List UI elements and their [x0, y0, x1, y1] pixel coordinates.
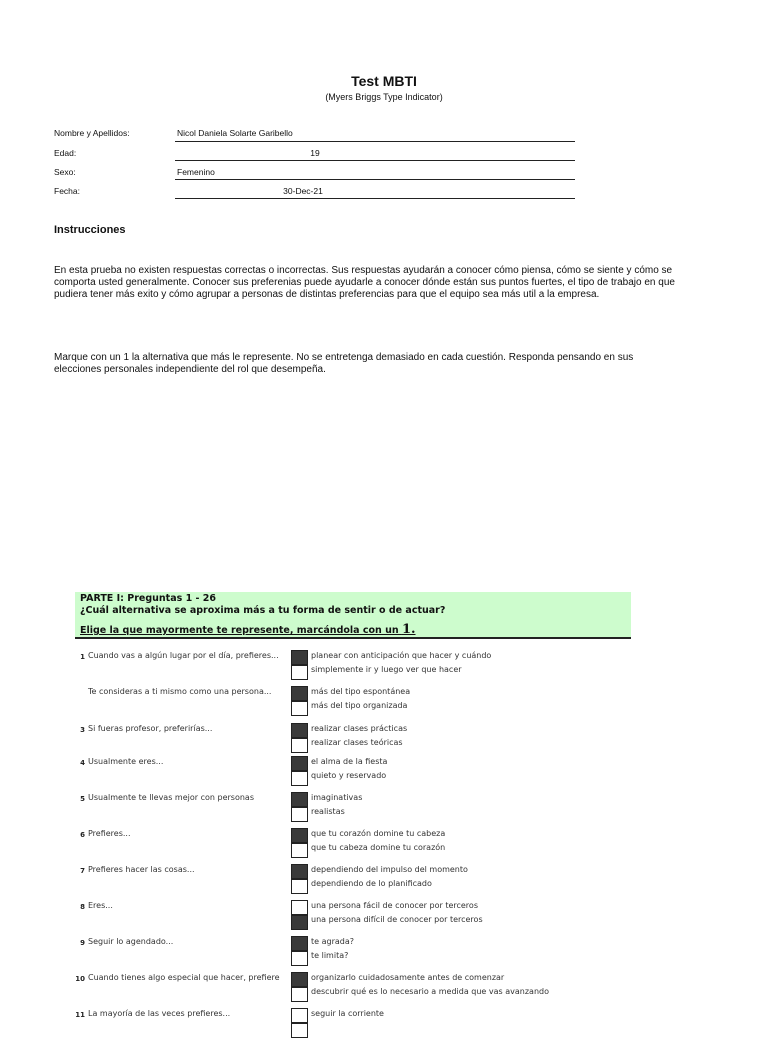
answer-b-checkbox[interactable] — [291, 915, 308, 930]
answer-b-label: una persona difícil de conocer por terceros — [311, 915, 483, 924]
question-row — [75, 650, 635, 686]
question-row — [75, 756, 635, 792]
answer-a-label: realizar clases prácticas — [311, 724, 408, 733]
instructions-paragraph-2: Marque con un 1 la alternativa que más le represente. No se entretenga demasiado en cada cuestión. Responda pensando en sus elecciones personales independiente del rol que desempeña. — [54, 352, 634, 375]
answer-a-label: dependiendo del impulso del momento — [311, 865, 468, 874]
answer-a-label: que tu corazón domine tu cabeza — [311, 829, 446, 838]
answer-a-label: imaginativas — [311, 793, 363, 802]
question-text: Seguir lo agendado... — [88, 937, 174, 946]
question-number: 4 — [80, 759, 85, 767]
question-row — [75, 828, 635, 864]
age-value: 19 — [310, 148, 320, 158]
part-instruction-number: 1. — [401, 622, 416, 637]
answer-b-label: simplemente ir y luego ver que hacer — [311, 665, 462, 674]
answer-b-checkbox[interactable] — [291, 879, 308, 894]
question-number: 5 — [80, 795, 85, 803]
sex-underline — [175, 179, 575, 180]
question-row — [75, 936, 635, 972]
question-text: Cuando vas a algún lugar por el día, prefieres... — [88, 651, 279, 660]
answer-a-checkbox[interactable] — [291, 686, 308, 701]
sex-label: Sexo: — [54, 167, 76, 177]
question-row — [75, 686, 635, 722]
answer-a-checkbox[interactable] — [291, 650, 308, 665]
question-number: 7 — [80, 867, 85, 875]
answer-b-label: dependiendo de lo planificado — [311, 879, 432, 888]
answer-a-checkbox[interactable] — [291, 828, 308, 843]
part-question: ¿Cuál alternativa se aproxima más a tu forma de sentir o de actuar? — [80, 605, 446, 616]
question-number: 9 — [80, 939, 85, 947]
answer-b-checkbox[interactable] — [291, 843, 308, 858]
answer-a-checkbox[interactable] — [291, 864, 308, 879]
question-number: 6 — [80, 831, 85, 839]
answer-a-label: más del tipo espontánea — [311, 687, 411, 696]
part-header — [75, 592, 631, 639]
question-text: Prefieres... — [88, 829, 131, 838]
question-number: 8 — [80, 903, 85, 911]
part-instruction-text: Elige la que mayormente te represente, marcándola con un — [80, 625, 402, 636]
answer-a-label: seguir la corriente — [311, 1009, 384, 1018]
page-title: Test MBTI — [351, 73, 417, 89]
answer-b-label: realizar clases teóricas — [311, 738, 403, 747]
question-text: Cuando tienes algo especial que hacer, prefiere — [88, 973, 280, 982]
answer-a-label: una persona fácil de conocer por terceros — [311, 901, 478, 910]
age-underline — [175, 160, 575, 161]
date-value: 30-Dec-21 — [283, 186, 323, 196]
answer-a-checkbox[interactable] — [291, 900, 308, 915]
question-text: Usualmente te llevas mejor con personas — [88, 793, 254, 802]
answer-a-label: te agrada? — [311, 937, 354, 946]
question-row — [75, 1008, 635, 1044]
answer-a-checkbox[interactable] — [291, 723, 308, 738]
answer-a-checkbox[interactable] — [291, 1008, 308, 1023]
answer-b-label: te limita? — [311, 951, 349, 960]
answer-b-checkbox[interactable] — [291, 771, 308, 786]
answer-a-checkbox[interactable] — [291, 972, 308, 987]
answer-a-checkbox[interactable] — [291, 936, 308, 951]
question-number: 3 — [80, 726, 85, 734]
answer-b-checkbox[interactable] — [291, 987, 308, 1002]
question-number: 10 — [75, 975, 85, 983]
question-row — [75, 972, 635, 1008]
question-text: Si fueras profesor, preferirías... — [88, 724, 213, 733]
answer-b-label: que tu cabeza domine tu corazón — [311, 843, 446, 852]
name-value: Nicol Daniela Solarte Garibello — [177, 128, 293, 138]
date-label: Fecha: — [54, 186, 80, 196]
name-label: Nombre y Apellidos: — [54, 128, 130, 138]
name-underline — [175, 141, 575, 142]
answer-a-label: el alma de la fiesta — [311, 757, 388, 766]
question-text: Te consideras a ti mismo como una persona... — [88, 687, 272, 696]
answer-a-label: organizarlo cuidadosamente antes de comenzar — [311, 973, 505, 982]
question-text: Eres... — [88, 901, 113, 910]
question-text: Prefieres hacer las cosas... — [88, 865, 195, 874]
answer-b-checkbox[interactable] — [291, 1023, 308, 1038]
answer-b-label: realistas — [311, 807, 345, 816]
page-subtitle: (Myers Briggs Type Indicator) — [325, 92, 443, 102]
answer-b-checkbox[interactable] — [291, 951, 308, 966]
question-row — [75, 723, 635, 759]
answer-b-checkbox[interactable] — [291, 738, 308, 753]
answer-b-checkbox[interactable] — [291, 807, 308, 822]
part-title: PARTE I: Preguntas 1 - 26 — [80, 593, 216, 604]
answer-b-label: descubrir qué es lo necesario a medida que vas avanzando — [311, 987, 549, 996]
question-number: 1 — [80, 653, 85, 661]
question-text: La mayoría de las veces prefieres... — [88, 1009, 231, 1018]
answer-b-label: quieto y reservado — [311, 771, 387, 780]
answer-a-label: planear con anticipación que hacer y cuándo — [311, 651, 492, 660]
instructions-paragraph-1: En esta prueba no existen respuestas correctas o incorrectas. Sus respuestas ayudarán a conocer cómo piensa, cómo se siente y cómo se comporta usted generalmente. Conocer sus preferenias puede ayudarle a conocer dónde están sus puntos fuertes, el tipo de trabajo en que pudiera tener más exito y cómo agrupar a personas de distintas preferencias para que el equipo sea más util a la empresa. — [54, 265, 675, 300]
sex-value: Femenino — [177, 167, 215, 177]
answer-a-checkbox[interactable] — [291, 756, 308, 771]
answer-b-label: más del tipo organizada — [311, 701, 408, 710]
answer-b-checkbox[interactable] — [291, 701, 308, 716]
question-number: 11 — [75, 1011, 85, 1019]
age-label: Edad: — [54, 148, 77, 158]
answer-a-checkbox[interactable] — [291, 792, 308, 807]
question-row — [75, 792, 635, 828]
question-row — [75, 900, 635, 936]
question-text: Usualmente eres... — [88, 757, 164, 766]
question-row — [75, 864, 635, 900]
answer-b-checkbox[interactable] — [291, 665, 308, 680]
part-instruction — [80, 622, 416, 637]
instructions-heading: Instrucciones — [54, 224, 126, 236]
date-underline — [175, 198, 575, 199]
